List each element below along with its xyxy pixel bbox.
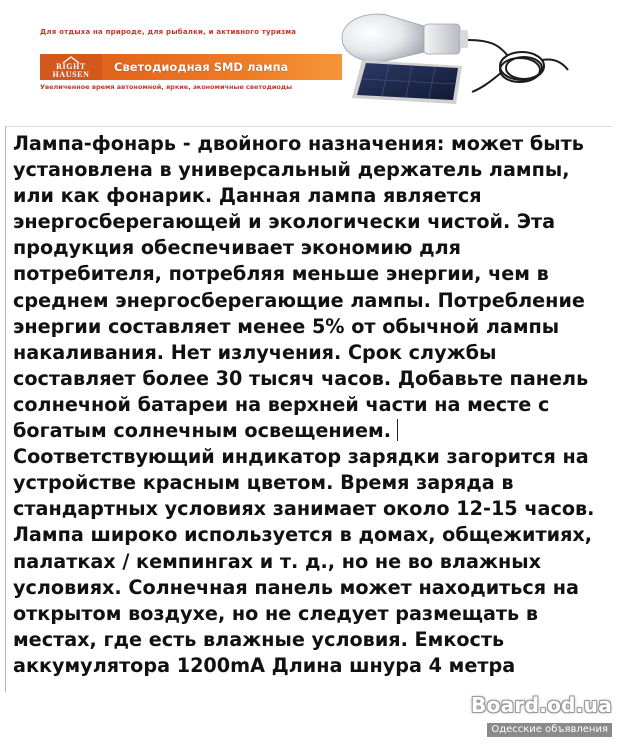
description-line: условиях. Солнечная панель может находиться на xyxy=(13,575,579,599)
banner-title-bar xyxy=(102,54,342,80)
description-line: Лампа-фонарь - двойного назначения: может быть xyxy=(13,132,584,155)
lamp-bulb-icon xyxy=(342,14,468,62)
banner-title: Светодиодная SMD лампа xyxy=(114,60,289,74)
description-line: потребителя, потребляя меньше энергии, чем в xyxy=(13,262,549,286)
description-line: энергосберегающей и экологически чистой. Эта xyxy=(13,210,556,234)
description-line-with-caret xyxy=(13,418,609,444)
description-line: стандартных условиях занимает около 12-15 часов. xyxy=(13,497,595,521)
description-line: местах, где есть влажные условия. Емкость xyxy=(13,627,505,651)
description-line: энергии составляет менее 5% от обычной лампы xyxy=(13,314,560,338)
solar-panel-icon xyxy=(352,60,462,104)
site-watermark xyxy=(462,693,612,743)
description-line: накаливания. Нет излучения. Срок службы xyxy=(13,340,497,364)
banner-tagline-bottom: Увеличенное время автономной, яркие, экономичные светодиоды xyxy=(40,83,293,91)
description-line: составляет более 30 тысяч часов. Добавьте панель xyxy=(13,366,589,390)
product-description xyxy=(13,131,609,679)
description-line: установлена в универсальный держатель лампы, xyxy=(13,158,570,182)
description-line: устройстве красным цветом. Время заряда в xyxy=(13,471,514,495)
description-line: открытом воздухе, но не следует размещать в xyxy=(13,601,539,625)
description-line: Лампа широко используется в домах, общежитиях, xyxy=(13,523,593,547)
description-line: среднем энергосберегающие лампы. Потребление xyxy=(13,288,585,312)
lamp-and-solar-panel-image xyxy=(332,0,572,110)
brand-logo xyxy=(40,54,102,80)
logo-text-line2: HAUSEN xyxy=(52,70,90,79)
product-banner xyxy=(0,0,617,110)
banner-tagline-top: Для отдыха на природе, для рыбалки, и активного туризма xyxy=(40,28,297,36)
description-line: богатым солнечным освещением. xyxy=(13,419,392,443)
watermark-site: Board.od.ua xyxy=(471,693,612,717)
description-line: продукция обеспечивает экономию для xyxy=(13,236,461,260)
description-line: Соответствующий индикатор зарядки загорится на xyxy=(13,445,589,469)
description-line: палатках / кемпингах и т. д., но не во влажных xyxy=(13,549,542,573)
text-caret xyxy=(397,419,398,441)
description-line: аккумулятора 1200mA Длина шнура 4 метра xyxy=(13,653,516,677)
cable-coil-icon xyxy=(468,40,568,92)
description-line: или как фонарик. Данная лампа является xyxy=(13,184,482,208)
description-line: солнечной батареи на верхней части на месте с xyxy=(13,392,550,416)
watermark-subtitle: Одесские объявления xyxy=(487,723,612,737)
logo-text-line1: RIGHT xyxy=(56,62,86,71)
